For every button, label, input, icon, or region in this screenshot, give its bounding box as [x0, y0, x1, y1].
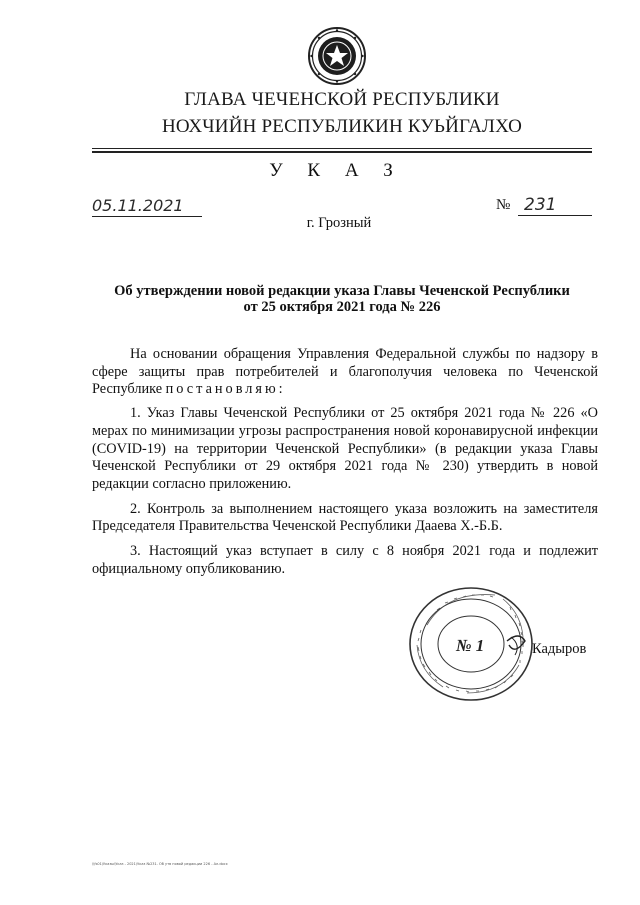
date-field: [92, 196, 202, 217]
number-sign: №: [496, 197, 511, 213]
stamp-number: № 1: [456, 636, 485, 655]
coat-of-arms-icon: [307, 26, 367, 86]
document-number: 231: [524, 195, 557, 215]
document-date: 05.11.2021: [92, 196, 184, 215]
item-3-paragraph: 3. Настоящий указ вступает в силу с 8 ноября 2021 года и подлежит официальному опубликованию.: [92, 543, 598, 577]
signatory-name: Кадыров: [532, 641, 587, 657]
header-divider-thick: [92, 151, 592, 153]
header-divider-thin: [92, 148, 592, 149]
item-2-paragraph: 2. Контроль за выполнением настоящего указа возложить на заместителя Председателя Правительства Чеченской Республики Дааева Х.-Б.Б.: [92, 500, 598, 535]
item-1-paragraph: 1. Указ Главы Чеченской Республики от 25 октября 2021 года № 226 «О мерах по минимизации угрозы распространения новой коронавирусной инфекции (COVID-19) на территории Чеченской Республики» (в редакции указа Главы Чеченской Республики от 29 октября 2021 года № 230) утвердить в новой редакции согласно приложению.: [92, 405, 598, 492]
document-body: [92, 346, 598, 585]
org-name-russian: ГЛАВА ЧЕЧЕНСКОЙ РЕСПУБЛИКИ: [184, 89, 500, 110]
title-line-1: Об утверждении новой редакции указа Главы Чеченской Республики: [114, 283, 570, 299]
document-city: г. Грозный: [306, 215, 372, 231]
document-title: [92, 283, 592, 315]
preamble-paragraph: [92, 346, 598, 399]
title-line-2: от 25 октября 2021 года № 226: [243, 299, 441, 315]
decree-word: постановляю:: [165, 381, 286, 398]
file-path-footer: \\fs01\Указы\Указ - 2021\Указ №231. Об утв новой редакции 226 - Ал.docx: [92, 862, 228, 866]
number-field: [496, 196, 592, 216]
document-type: У К А З: [269, 160, 403, 181]
official-stamp-icon: [407, 585, 535, 703]
preamble-text: На основании обращения Управления Федеральной службы по надзору в сфере защиты прав потребителей и благополучия человека по Чеченской Республике: [92, 346, 598, 398]
org-name-chechen: НОХЧИЙН РЕСПУБЛИКИН КУЬЙГАЛХО: [161, 116, 523, 137]
